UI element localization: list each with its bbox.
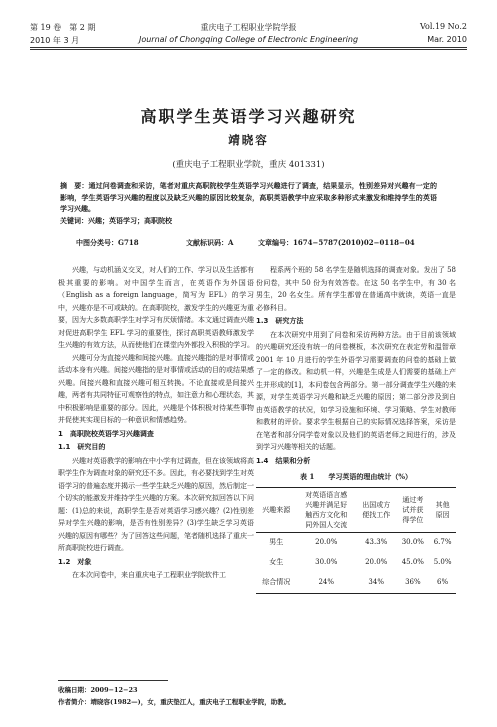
table-row — [256, 553, 456, 573]
body-column-left — [58, 264, 254, 582]
section-heading: 1 高职院校英语学习兴趣调查 — [58, 429, 154, 438]
table-cell: 男生 — [269, 538, 284, 547]
section-heading: 1.4 结果和分析 — [256, 456, 311, 465]
table-cell: 20.0% — [365, 558, 388, 567]
table-cell: 女生 — [269, 558, 284, 567]
table-cell: 30.0% — [315, 558, 338, 567]
table-cell: 45.0% — [401, 558, 424, 567]
abstract — [60, 180, 437, 226]
document-code: 文献标识码：A — [186, 238, 234, 247]
table-cell: 5.0% — [433, 558, 452, 567]
table-cell: 36% — [405, 578, 421, 587]
table-row — [256, 573, 456, 594]
body-paragraph: 兴趣对英语教学的影响在中小学有过调查，但在该领域将高职学生作为调查对象的研究还不多。因此，有必要找到学生对英语学习的普遍态度并揭示一些学生缺乏兴趣的原因，然后制定一个切实的能激发并维持学生兴趣的方案。本次研究拟回答以下问题：(1)总的来说，高职学生是否对英语学习感兴趣？(2)性别差异对学生兴趣的影响，是否有性别差异？(3)学生缺乏学习英语兴趣的原因有哪些？为了回答这些问题，笔者随机选择了重庆一所高职院校进行调查。 — [58, 456, 254, 552]
clc-number: 中图分类号：G718 — [76, 238, 139, 247]
date-zh: 2010 年 3 月 — [30, 36, 80, 45]
table-cell: 综合情况 — [262, 578, 291, 587]
body-paragraph: 兴趣可分为直接兴趣和间接兴趣。直接兴趣指的是对事情或活动本身有兴趣。间接兴趣指的是对事情或活动的目的或结果感兴趣。间接兴趣和直接兴趣可相互转换。不论直接或是间接兴趣，两者有共同特征可观察性的特点，如注意力和心理状态，其中积极影响是重要的部分。因此，兴趣是个体积极对待某些事物并促使其实现目标的一种意识和情感趋势。 — [58, 353, 254, 424]
table-header-cell: 通过考 试并获 得学位 — [402, 495, 424, 524]
footnote-rule — [58, 680, 168, 681]
received-date: 收稿日期：2009−12−23 — [58, 686, 138, 694]
abstract-text: 摘 要：通过问卷调查和采访，笔者对重庆高职院校学生英语学习兴趣进行了调查，结果显示，性别差异对兴趣有一定的影响，学生英语学习兴趣的程度以及缺乏兴趣的原因比较复杂，高职英语教学中应采取多种形式来激发和维持学生的英语学习兴趣。 — [60, 181, 437, 213]
volume-issue-zh: 第 19 卷 第 2 期 — [30, 23, 96, 32]
body-paragraph: 兴趣，与动机涵义交叉，对人们的工作、学习以及生活都有极其重要的影响。对中国学生而言，在英语作为外国语（English as a foreign language，简写为 EFL）的学习中，兴趣亦是不可或缺的。在高职院校，激发学生的兴趣更为重要，因为大多数高职学生对学习有厌烦情绪。本文通过调查兴趣对促进高职学生 EFL 学习的重要性，探讨高职英语教师激发学生兴趣的有效方法，从而使他们在课堂内外都投入积极的学习。 — [58, 266, 254, 349]
results-table — [256, 487, 456, 594]
author-bio: 作者简介：靖晓容(1982—)，女，重庆垫江人，重庆电子工程职业学院，助教。 — [58, 698, 291, 706]
table-header-cell: 出国或方 便找工作 — [362, 500, 391, 519]
table-header-cell: 其他 原因 — [435, 500, 450, 519]
header-rule-thin — [30, 49, 467, 50]
section-heading: 1.1 研究目的 — [58, 443, 106, 451]
table-header-cell: 对英语语言感 兴趣并满足好 触西方文化和 同外国人交流 — [305, 490, 348, 529]
header-rule — [30, 47, 467, 48]
table-header-cell: 兴趣来源 — [262, 505, 291, 514]
table-cell: 20.0% — [315, 538, 338, 547]
table-row — [256, 532, 456, 553]
article-number: 文章编号：1674−5787(2010)02−0118−04 — [258, 238, 415, 247]
table-cell: 30.0% — [401, 538, 424, 547]
article-title: 高职学生英语学习兴趣研究 — [140, 107, 357, 126]
volume-issue-en: Vol.19 No.2 — [420, 22, 467, 31]
body-column-right — [256, 264, 456, 594]
author-affiliation: (重庆电子工程职业学院，重庆 401331) — [172, 160, 325, 170]
journal-name-en: Journal of Chongqing College of Electronic Engineering — [138, 35, 359, 44]
journal-name-zh: 重庆电子工程职业学院学报 — [200, 23, 297, 32]
article-author: 靖晓容 — [228, 133, 269, 147]
table-cell: 24% — [318, 578, 335, 587]
body-paragraph: 程系两个班的 58 名学生是随机选择的调查对象。发出了 58 份问卷，其中 50 份为有效答卷。在这 50 名学生中，有 30 名男生，20 名女生。所有学生都曾在普通高中就读，英语一直是必修科目。 — [256, 266, 456, 312]
keywords: 关键词：兴趣；英语学习；高职院校 — [60, 215, 172, 225]
body-paragraph: 在本次研究中用到了问卷和采访两种方法。由于目前该领域的兴趣研究还没有统一的问卷模板，本次研究在表定劳和温智章 2001 年 10 月进行的学生外语学习需要调查的问卷的基础上做了一定的修改。和动机一样，兴趣是生成是人们需要的基础上产生并形成的[1]，本问卷包含两部分。第一部分调查学生兴趣的来源，对学生英语学习兴趣和缺乏兴趣的原因；第二部分涉及到自由英语教学的状况，如学习设施和环境、学习策略、学生对教师和教材的评价。要求学生根据自己的实际情况选择答案，采访是在笔者和部分同学卷对象以及他们的英语老师之间进行的，涉及到学习兴趣等相关的话题。 — [256, 330, 456, 451]
section-heading: 1.2 对象 — [58, 557, 92, 566]
body-paragraph: 在本次问卷中，来自重庆电子工程职业学院软件工 — [72, 571, 226, 579]
table-cell: 6.7% — [433, 538, 452, 547]
table-caption: 表 1 学习英语的理由统计（%） — [300, 472, 412, 481]
table-cell: 34% — [368, 578, 384, 587]
table-cell: 6% — [437, 578, 449, 587]
section-heading: 1.3 研究方法 — [256, 317, 304, 325]
table-cell: 43.3% — [365, 538, 388, 547]
date-en: Mar. 2010 — [427, 35, 467, 44]
